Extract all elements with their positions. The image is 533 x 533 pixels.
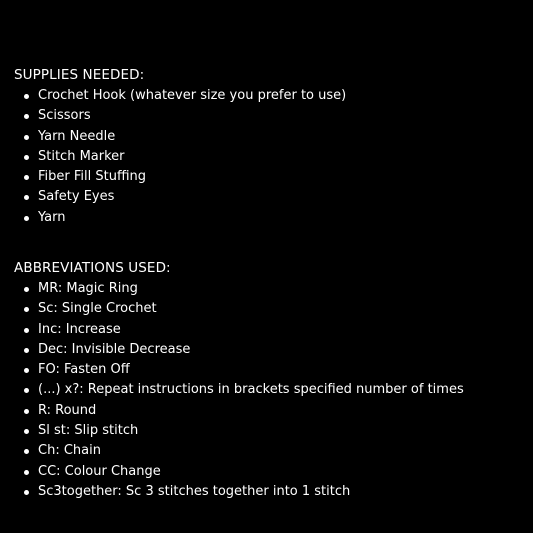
bullet-icon	[24, 307, 29, 312]
list-item	[14, 462, 524, 482]
list-item-text: Ch: Chain	[38, 443, 101, 459]
list-item	[14, 167, 524, 187]
list-item-text: MR: Magic Ring	[38, 281, 138, 296]
list-item-text: Sc3together: Sc 3 stitches together into 1 stitch	[38, 483, 351, 499]
list-item	[14, 106, 524, 126]
abbreviations-section	[14, 259, 524, 502]
bullet-icon	[24, 195, 29, 200]
bullet-icon	[24, 470, 29, 475]
abbreviations-heading: ABBREVIATIONS USED:	[14, 260, 171, 276]
list-item-text: (...) x?: Repeat instructions in brackets specified number of times	[38, 382, 464, 398]
list-item-text: Safety Eyes	[38, 189, 115, 205]
list-item-text: Yarn	[38, 209, 66, 225]
bullet-icon	[24, 490, 29, 495]
bullet-icon	[24, 114, 29, 119]
list-item	[14, 401, 524, 421]
list-item	[14, 421, 524, 441]
list-item	[14, 187, 524, 207]
bullet-icon	[24, 328, 29, 333]
list-item-text: CC: Colour Change	[38, 463, 161, 479]
list-item	[14, 482, 524, 502]
bullet-icon	[24, 135, 29, 140]
bullet-icon	[24, 409, 29, 414]
bullet-icon	[24, 287, 29, 292]
list-item-text: Inc: Increase	[38, 321, 121, 337]
bullet-icon	[24, 348, 29, 353]
bullet-icon	[24, 94, 29, 99]
list-item-text: Fiber Fill Stuffing	[38, 169, 147, 185]
supplies-list	[14, 86, 524, 228]
bullet-icon	[24, 429, 29, 434]
list-item-text: FO: Fasten Off	[38, 362, 130, 378]
list-item-text: Stitch Marker	[38, 148, 125, 164]
list-item-text: Dec: Invisible Decrease	[38, 341, 191, 357]
list-item	[14, 320, 524, 340]
list-item	[14, 208, 524, 228]
bullet-icon	[24, 155, 29, 160]
bullet-icon	[24, 449, 29, 454]
supplies-heading: SUPPLIES NEEDED:	[14, 67, 145, 83]
bullet-icon	[24, 368, 29, 373]
list-item-text: Crochet Hook (whatever size you prefer to use)	[38, 88, 347, 103]
bullet-icon	[24, 388, 29, 393]
abbreviations-list	[14, 279, 524, 502]
list-item	[14, 441, 524, 461]
list-item	[14, 340, 524, 360]
list-item	[14, 380, 524, 400]
list-item	[14, 127, 524, 147]
list-item-text: Scissors	[38, 108, 91, 124]
list-item-text: Yarn Needle	[38, 128, 116, 144]
list-item-text: Sl st: Slip stitch	[38, 423, 139, 439]
list-item	[14, 86, 524, 106]
list-item	[14, 147, 524, 167]
list-item-text: R: Round	[38, 402, 97, 418]
bullet-icon	[24, 175, 29, 180]
list-item	[14, 279, 524, 299]
list-item	[14, 299, 524, 319]
list-item-text: Sc: Single Crochet	[38, 301, 157, 317]
supplies-section	[14, 66, 524, 228]
bullet-icon	[24, 216, 29, 221]
list-item	[14, 360, 524, 380]
